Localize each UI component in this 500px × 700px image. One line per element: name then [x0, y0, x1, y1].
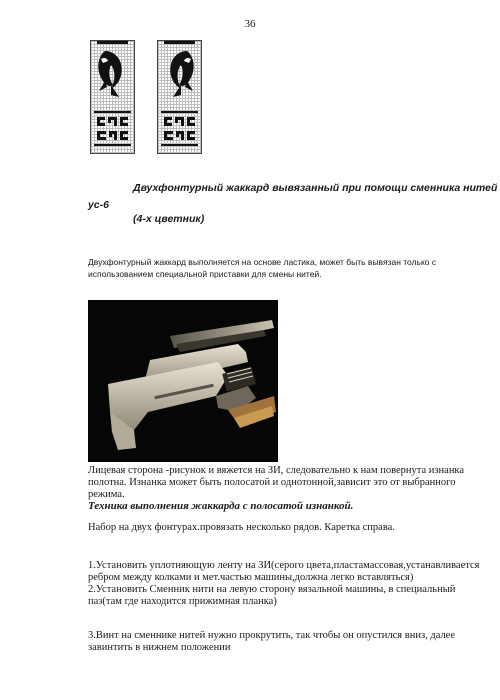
front-side-paragraph: Лицевая сторона -рисунок и вяжется на ЗИ, следовательно к нам повернута изнанка полотна. Изнанка может быть полосатой и однотонной,зависит это от выбранного режима.: [88, 465, 465, 500]
dolphin-chart-right: [157, 40, 202, 154]
color-changer-photo: [88, 300, 278, 462]
step-item: 3.Винт на сменнике нитей нужно прокрутить, так чтобы он опустился вниз, далее завинтить в нижнем положении: [88, 630, 456, 653]
section-heading: Двухфонтурный жаккард вывязанный при помощи сменника нитей: [133, 182, 498, 194]
step-item: 1.Установить уплотняющую ленту на ЗИ(серого цвета,пластамассовая,устанавливается ребром между колками и мет.частью машины,должна легко вставляться): [88, 560, 480, 583]
steps-list: [88, 560, 483, 608]
page-number: 36: [244, 18, 256, 30]
color-changer-image-icon: [88, 300, 278, 462]
dolphin-pattern-icon: [91, 41, 134, 153]
heading-model-code: ус-6: [88, 199, 110, 211]
technique-title: Техника выполнения жаккарда с полосатой изнанкой.: [88, 500, 354, 512]
heading-color-count: (4-х цветник): [133, 213, 205, 225]
dolphin-chart-left: [90, 40, 135, 154]
step-item: 2.Установить Сменник нити на левую сторону вязальной машины, в специальный паз(там где находится прижимная планка): [88, 584, 456, 607]
dolphin-pattern-icon: [158, 41, 201, 153]
setup-paragraph: Набор на двух фонтурах.провязать несколько рядов. Каретка справа.: [88, 522, 395, 533]
intro-paragraph: Двухфонтурный жаккард выполняется на основе ластика, может быть вывязан только с использованием специальной приставки для смены нитей.: [88, 257, 437, 279]
